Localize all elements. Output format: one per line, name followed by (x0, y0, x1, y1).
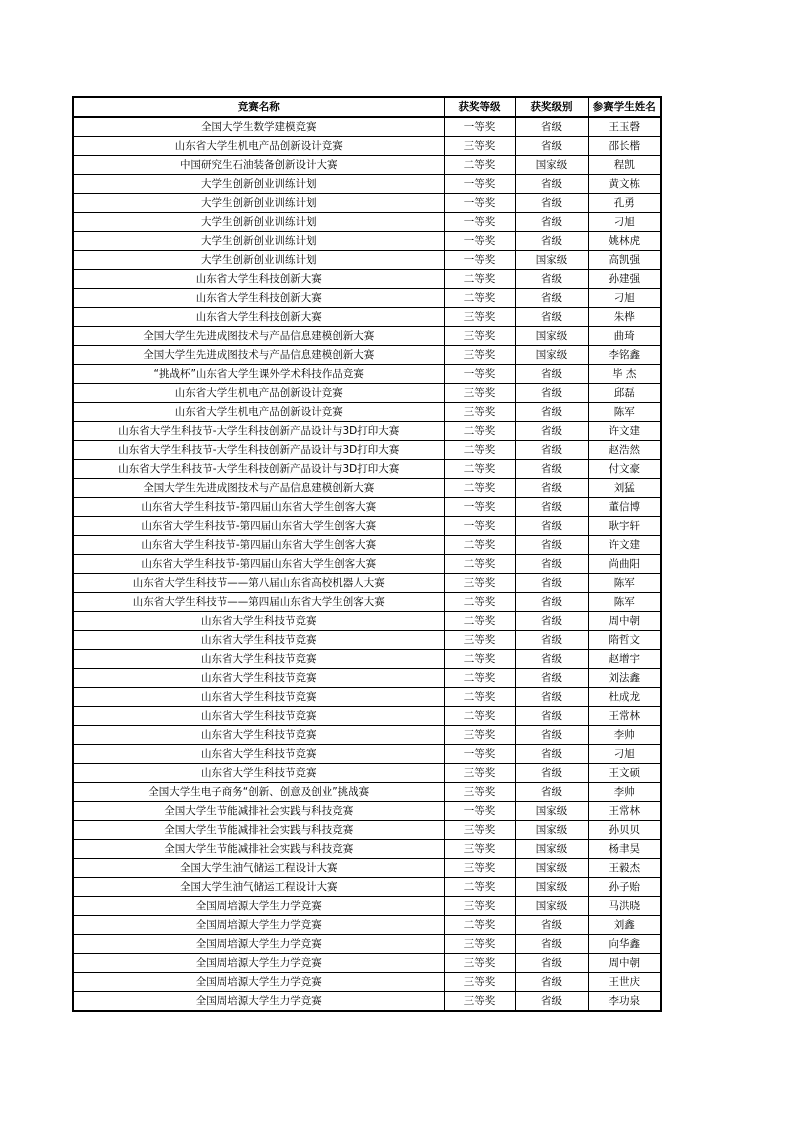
award-grade-cell: 二等奖 (444, 555, 515, 574)
competition-name-cell: 大学生创新创业训练计划 (73, 251, 444, 270)
table-row (73, 859, 661, 878)
award-level-cell: 国家级 (515, 897, 588, 916)
table-row (73, 707, 661, 726)
table-row (73, 289, 661, 308)
student-name-cell: 隋哲文 (588, 631, 661, 650)
award-level-cell: 省级 (515, 555, 588, 574)
award-level-cell: 省级 (515, 935, 588, 954)
award-grade-cell: 三等奖 (444, 897, 515, 916)
award-level-cell: 省级 (515, 726, 588, 745)
table-row (73, 156, 661, 175)
award-level-cell: 省级 (515, 631, 588, 650)
table-header (73, 97, 661, 117)
table-row (73, 517, 661, 536)
student-name-cell: 刁旭 (588, 745, 661, 764)
competition-name-cell: 大学生创新创业训练计划 (73, 213, 444, 232)
award-level-cell: 省级 (515, 137, 588, 156)
competition-name-cell: 山东省大学生科技节竞赛 (73, 631, 444, 650)
table-row (73, 669, 661, 688)
competition-name-cell: 山东省大学生科技节竞赛 (73, 726, 444, 745)
award-grade-cell: 三等奖 (444, 840, 515, 859)
award-level-cell: 省级 (515, 479, 588, 498)
award-level-cell: 国家级 (515, 840, 588, 859)
student-name-cell: 孙子贻 (588, 878, 661, 897)
student-name-cell: 杨聿昊 (588, 840, 661, 859)
competition-name-cell: 山东省大学生科技节竞赛 (73, 688, 444, 707)
competition-name-cell: 山东省大学生科技节——第八届山东省高校机器人大赛 (73, 574, 444, 593)
award-grade-cell: 二等奖 (444, 878, 515, 897)
competition-name-cell: 山东省大学生科技节竞赛 (73, 612, 444, 631)
competition-name-cell: 山东省大学生科技创新大赛 (73, 308, 444, 327)
table-row (73, 460, 661, 479)
student-name-cell: 孙建强 (588, 270, 661, 289)
table-row (73, 194, 661, 213)
award-grade-cell: 一等奖 (444, 498, 515, 517)
competition-name-cell: 全国大学生节能减排社会实践与科技竞赛 (73, 821, 444, 840)
competition-name-cell: 山东省大学生科技节-第四届山东省大学生创客大赛 (73, 536, 444, 555)
award-level-cell: 省级 (515, 517, 588, 536)
table-row (73, 650, 661, 669)
competition-name-cell: 山东省大学生科技节竞赛 (73, 745, 444, 764)
student-name-cell: 孔勇 (588, 194, 661, 213)
table-row (73, 175, 661, 194)
award-level-cell: 省级 (515, 175, 588, 194)
award-grade-cell: 三等奖 (444, 346, 515, 365)
award-level-cell: 省级 (515, 308, 588, 327)
award-grade-cell: 一等奖 (444, 365, 515, 384)
award-level-cell: 国家级 (515, 878, 588, 897)
award-grade-cell: 二等奖 (444, 460, 515, 479)
competition-name-cell: “挑战杯”山东省大学生课外学术科技作品竞赛 (73, 365, 444, 384)
table-row (73, 783, 661, 802)
competition-name-cell: 中国研究生石油装备创新设计大赛 (73, 156, 444, 175)
award-level-cell: 国家级 (515, 821, 588, 840)
table-row (73, 612, 661, 631)
student-name-cell: 王常林 (588, 707, 661, 726)
award-grade-cell: 一等奖 (444, 175, 515, 194)
table-row (73, 878, 661, 897)
student-name-cell: 陈军 (588, 593, 661, 612)
table-row (73, 688, 661, 707)
award-grade-cell: 二等奖 (444, 612, 515, 631)
student-name-cell: 邱磊 (588, 384, 661, 403)
award-grade-cell: 三等奖 (444, 954, 515, 973)
student-name-cell: 李功泉 (588, 992, 661, 1012)
award-grade-cell: 三等奖 (444, 137, 515, 156)
competition-name-cell: 全国大学生先进成图技术与产品信息建模创新大赛 (73, 327, 444, 346)
award-level-cell: 省级 (515, 992, 588, 1012)
award-grade-cell: 三等奖 (444, 308, 515, 327)
award-grade-cell: 二等奖 (444, 536, 515, 555)
award-level-cell: 省级 (515, 441, 588, 460)
award-grade-cell: 二等奖 (444, 289, 515, 308)
award-grade-cell: 二等奖 (444, 688, 515, 707)
award-grade-cell: 三等奖 (444, 327, 515, 346)
student-name-cell: 刁旭 (588, 213, 661, 232)
award-level-cell: 省级 (515, 213, 588, 232)
competition-name-cell: 全国大学生节能减排社会实践与科技竞赛 (73, 802, 444, 821)
student-name-cell: 马洪晓 (588, 897, 661, 916)
student-name-cell: 向华鑫 (588, 935, 661, 954)
header-student-name: 参赛学生姓名 (588, 97, 661, 117)
competition-name-cell: 全国周培源大学生力学竞赛 (73, 973, 444, 992)
student-name-cell: 姚林虎 (588, 232, 661, 251)
competition-name-cell: 山东省大学生科技节-大学生科技创新产品设计与3D打印大赛 (73, 460, 444, 479)
award-grade-cell: 二等奖 (444, 916, 515, 935)
competition-name-cell: 全国大学生节能减排社会实践与科技竞赛 (73, 840, 444, 859)
student-name-cell: 尚曲阳 (588, 555, 661, 574)
competition-name-cell: 全国大学生数学建模竞赛 (73, 117, 444, 137)
award-grade-cell: 二等奖 (444, 479, 515, 498)
table-row (73, 384, 661, 403)
student-name-cell: 朱桦 (588, 308, 661, 327)
student-name-cell: 黄文栋 (588, 175, 661, 194)
competition-name-cell: 山东省大学生科技节——第四届山东省大学生创客大赛 (73, 593, 444, 612)
competition-name-cell: 山东省大学生科技节-第四届山东省大学生创客大赛 (73, 555, 444, 574)
competition-name-cell: 山东省大学生科技节-第四届山东省大学生创客大赛 (73, 517, 444, 536)
award-level-cell: 省级 (515, 764, 588, 783)
table-row (73, 346, 661, 365)
table-row (73, 536, 661, 555)
student-name-cell: 陈军 (588, 403, 661, 422)
award-level-cell: 省级 (515, 498, 588, 517)
table-row (73, 802, 661, 821)
competition-name-cell: 全国大学生先进成图技术与产品信息建模创新大赛 (73, 346, 444, 365)
student-name-cell: 刘猛 (588, 479, 661, 498)
award-level-cell: 省级 (515, 460, 588, 479)
award-level-cell: 省级 (515, 593, 588, 612)
competition-name-cell: 山东省大学生科技创新大赛 (73, 289, 444, 308)
competition-name-cell: 山东省大学生机电产品创新设计竞赛 (73, 403, 444, 422)
competition-name-cell: 大学生创新创业训练计划 (73, 175, 444, 194)
table-row (73, 574, 661, 593)
header-row (73, 97, 661, 117)
award-level-cell: 省级 (515, 669, 588, 688)
table-row (73, 973, 661, 992)
award-grade-cell: 一等奖 (444, 117, 515, 137)
table-row (73, 403, 661, 422)
table-row (73, 916, 661, 935)
award-grade-cell: 三等奖 (444, 726, 515, 745)
header-competition-name: 竞赛名称 (73, 97, 444, 117)
student-name-cell: 刘法鑫 (588, 669, 661, 688)
award-grade-cell: 二等奖 (444, 707, 515, 726)
competition-name-cell: 全国周培源大学生力学竞赛 (73, 935, 444, 954)
student-name-cell: 赵浩然 (588, 441, 661, 460)
award-level-cell: 省级 (515, 384, 588, 403)
award-level-cell: 省级 (515, 574, 588, 593)
student-name-cell: 孙贝贝 (588, 821, 661, 840)
student-name-cell: 王世庆 (588, 973, 661, 992)
table-row (73, 270, 661, 289)
table-row (73, 251, 661, 270)
student-name-cell: 董信博 (588, 498, 661, 517)
competition-name-cell: 山东省大学生科技节竞赛 (73, 669, 444, 688)
student-name-cell: 赵增宇 (588, 650, 661, 669)
award-level-cell: 国家级 (515, 251, 588, 270)
award-level-cell: 省级 (515, 194, 588, 213)
award-level-cell: 国家级 (515, 802, 588, 821)
award-level-cell: 省级 (515, 650, 588, 669)
award-level-cell: 省级 (515, 365, 588, 384)
table-row (73, 117, 661, 137)
header-award-level: 获奖级别 (515, 97, 588, 117)
student-name-cell: 王玉磬 (588, 117, 661, 137)
award-level-cell: 省级 (515, 117, 588, 137)
table-row (73, 631, 661, 650)
award-level-cell: 省级 (515, 289, 588, 308)
student-name-cell: 陈军 (588, 574, 661, 593)
award-grade-cell: 一等奖 (444, 745, 515, 764)
student-name-cell: 高凯强 (588, 251, 661, 270)
award-grade-cell: 三等奖 (444, 764, 515, 783)
competition-name-cell: 山东省大学生科技节竞赛 (73, 650, 444, 669)
table-row (73, 441, 661, 460)
award-grade-cell: 三等奖 (444, 973, 515, 992)
header-award-grade: 获奖等级 (444, 97, 515, 117)
award-grade-cell: 三等奖 (444, 783, 515, 802)
award-level-cell: 省级 (515, 916, 588, 935)
competition-name-cell: 山东省大学生科技节-第四届山东省大学生创客大赛 (73, 498, 444, 517)
award-grade-cell: 三等奖 (444, 631, 515, 650)
award-grade-cell: 三等奖 (444, 992, 515, 1012)
competition-name-cell: 全国大学生油气储运工程设计大赛 (73, 859, 444, 878)
table-row (73, 840, 661, 859)
award-grade-cell: 一等奖 (444, 194, 515, 213)
award-level-cell: 国家级 (515, 156, 588, 175)
award-grade-cell: 二等奖 (444, 156, 515, 175)
competition-name-cell: 山东省大学生科技节竞赛 (73, 764, 444, 783)
award-level-cell: 国家级 (515, 327, 588, 346)
award-grade-cell: 二等奖 (444, 441, 515, 460)
table-row (73, 935, 661, 954)
award-table (72, 96, 662, 1012)
award-level-cell: 省级 (515, 954, 588, 973)
award-grade-cell: 二等奖 (444, 422, 515, 441)
student-name-cell: 周中朝 (588, 612, 661, 631)
competition-name-cell: 山东省大学生机电产品创新设计竞赛 (73, 384, 444, 403)
student-name-cell: 曲琦 (588, 327, 661, 346)
competition-name-cell: 大学生创新创业训练计划 (73, 194, 444, 213)
table-row (73, 992, 661, 1012)
student-name-cell: 程凯 (588, 156, 661, 175)
student-name-cell: 耿宇轩 (588, 517, 661, 536)
award-grade-cell: 三等奖 (444, 821, 515, 840)
award-level-cell: 省级 (515, 707, 588, 726)
award-grade-cell: 三等奖 (444, 403, 515, 422)
table-row (73, 897, 661, 916)
student-name-cell: 许文建 (588, 536, 661, 555)
student-name-cell: 邵长楷 (588, 137, 661, 156)
table-row (73, 726, 661, 745)
award-grade-cell: 一等奖 (444, 251, 515, 270)
student-name-cell: 王毅杰 (588, 859, 661, 878)
award-level-cell: 省级 (515, 783, 588, 802)
award-grade-cell: 二等奖 (444, 669, 515, 688)
award-level-cell: 省级 (515, 536, 588, 555)
competition-name-cell: 全国大学生电子商务“创新、创意及创业”挑战赛 (73, 783, 444, 802)
award-grade-cell: 二等奖 (444, 270, 515, 289)
award-grade-cell: 一等奖 (444, 232, 515, 251)
competition-name-cell: 山东省大学生机电产品创新设计竞赛 (73, 137, 444, 156)
table-row (73, 821, 661, 840)
competition-name-cell: 全国大学生油气储运工程设计大赛 (73, 878, 444, 897)
competition-name-cell: 全国周培源大学生力学竞赛 (73, 954, 444, 973)
competition-name-cell: 山东省大学生科技节竞赛 (73, 707, 444, 726)
competition-name-cell: 全国周培源大学生力学竞赛 (73, 897, 444, 916)
student-name-cell: 李铭鑫 (588, 346, 661, 365)
table-row (73, 593, 661, 612)
table-body (73, 117, 661, 1011)
table-row (73, 555, 661, 574)
table-row (73, 764, 661, 783)
student-name-cell: 周中朝 (588, 954, 661, 973)
table-row (73, 745, 661, 764)
competition-name-cell: 山东省大学生科技节-大学生科技创新产品设计与3D打印大赛 (73, 441, 444, 460)
award-grade-cell: 三等奖 (444, 384, 515, 403)
award-level-cell: 省级 (515, 612, 588, 631)
award-grade-cell: 二等奖 (444, 593, 515, 612)
award-grade-cell: 一等奖 (444, 213, 515, 232)
student-name-cell: 王常林 (588, 802, 661, 821)
table-row (73, 137, 661, 156)
competition-name-cell: 山东省大学生科技节-大学生科技创新产品设计与3D打印大赛 (73, 422, 444, 441)
table-row (73, 422, 661, 441)
award-grade-cell: 一等奖 (444, 802, 515, 821)
competition-name-cell: 全国大学生先进成图技术与产品信息建模创新大赛 (73, 479, 444, 498)
award-level-cell: 省级 (515, 745, 588, 764)
award-grade-cell: 三等奖 (444, 935, 515, 954)
table-row (73, 308, 661, 327)
award-grade-cell: 二等奖 (444, 650, 515, 669)
award-level-cell: 省级 (515, 270, 588, 289)
award-level-cell: 省级 (515, 422, 588, 441)
table-row (73, 479, 661, 498)
student-name-cell: 李帅 (588, 726, 661, 745)
student-name-cell: 付文豪 (588, 460, 661, 479)
competition-name-cell: 全国周培源大学生力学竞赛 (73, 916, 444, 935)
student-name-cell: 毕 杰 (588, 365, 661, 384)
student-name-cell: 杜成龙 (588, 688, 661, 707)
student-name-cell: 刘鑫 (588, 916, 661, 935)
competition-name-cell: 全国周培源大学生力学竞赛 (73, 992, 444, 1012)
table-row (73, 954, 661, 973)
award-level-cell: 省级 (515, 403, 588, 422)
award-grade-cell: 三等奖 (444, 574, 515, 593)
award-grade-cell: 三等奖 (444, 859, 515, 878)
award-level-cell: 国家级 (515, 859, 588, 878)
student-name-cell: 许文建 (588, 422, 661, 441)
award-level-cell: 省级 (515, 232, 588, 251)
student-name-cell: 李帅 (588, 783, 661, 802)
student-name-cell: 刁旭 (588, 289, 661, 308)
table-row (73, 213, 661, 232)
table-row (73, 365, 661, 384)
table-row (73, 498, 661, 517)
award-level-cell: 省级 (515, 688, 588, 707)
award-sheet (72, 96, 660, 1012)
competition-name-cell: 大学生创新创业训练计划 (73, 232, 444, 251)
competition-name-cell: 山东省大学生科技创新大赛 (73, 270, 444, 289)
table-row (73, 327, 661, 346)
award-level-cell: 省级 (515, 973, 588, 992)
award-level-cell: 国家级 (515, 346, 588, 365)
student-name-cell: 王文硕 (588, 764, 661, 783)
award-grade-cell: 一等奖 (444, 517, 515, 536)
table-row (73, 232, 661, 251)
